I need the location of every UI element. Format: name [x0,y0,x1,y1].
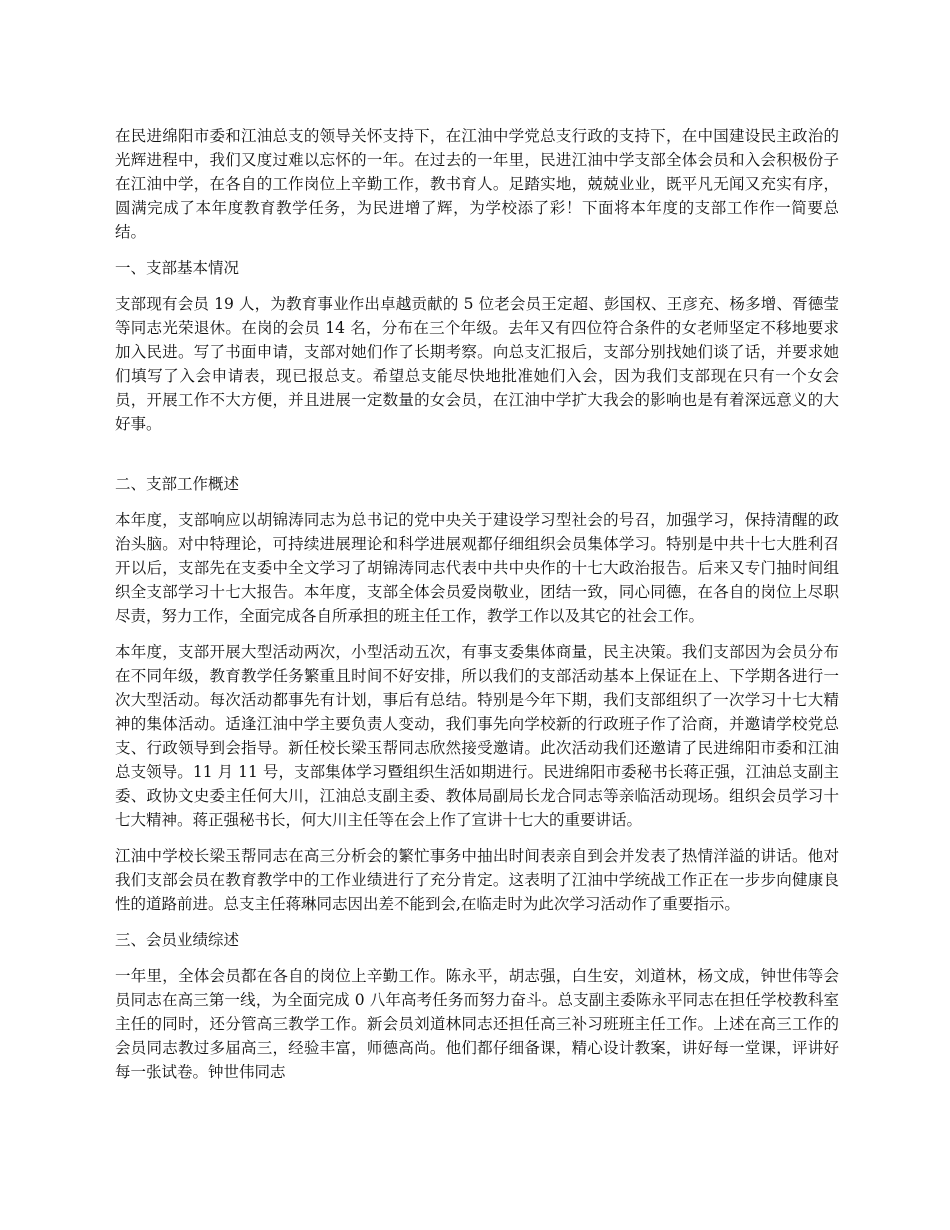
section3-heading: 三、会员业绩综述 [115,931,240,949]
section1-heading: 一、支部基本情况 [115,259,240,277]
intro-paragraph: 在民进绵阳市委和江油总支的领导关怀支持下，在江油中学党总支行政的支持下，在中国建设民主政治的光辉进程中，我们又度过难以忘怀的一年。在过去的一年里，民进江油中学支部全体会员和入会积极份子在江油中学，在各自的工作岗位上辛勤工作，教书育人。足踏实地，兢兢业业，既平凡无闻又充实有序，圆满完成了本年度教育教学任务，为民进增了辉，为学校添了彩！下面将本年度的支部工作作一简要总结。 [115,127,839,241]
document-page [115,124,839,1096]
section3-paragraph: 一年里，全体会员都在各自的岗位上辛勤工作。陈永平，胡志强，白生安，刘道林，杨文成，钟世伟等会员同志在高三第一线，为全面完成 0 八年高考任务而努力奋斗。总支副主委陈永平同志在担任学校教科室主任的同时，还分管高三教学工作。新会员刘道林同志还担任高三补习班班主任工作。上述在高三工作的会员同志教过多届高三，经验丰富，师德高尚。他们都仔细备课，精心设计教案，讲好每一堂课，评讲好每一张试卷。钟世伟同志 [115,967,839,1081]
section1-paragraph: 支部现有会员 19 人，为教育事业作出卓越贡献的 5 位老会员王定超、彭国权、王彦充、杨多增、胥德莹等同志光荣退休。在岗的会员 14 名，分布在三个年级。去年又有四位符合条件的女老师坚定不移地要求加入民进。写了书面申请，支部对她们作了长期考察。向总支汇报后，支部分别找她们谈了话，并要求她们填写了入会申请表，现已报总支。希望总支能尽快地批准她们入会，因为我们支部现在只有一个女会员，开展工作不大方便，并且进展一定数量的女会员，在江油中学扩大我会的影响也是有着深远意义的大好事。 [115,295,839,433]
section2-paragraph-3: 江油中学校长梁玉帮同志在高三分析会的繁忙事务中抽出时间表亲自到会并发表了热情洋溢的讲话。他对我们支部会员在教育教学中的工作业绩进行了充分肯定。这表明了江油中学统战工作正在一步步向健康良性的道路前进。总支主任蒋琳同志因出差不能到会,在临走时为此次学习活动作了重要指示。 [115,847,839,913]
section2-paragraph-2: 本年度，支部开展大型活动两次，小型活动五次，有事支委集体商量，民主决策。我们支部因为会员分布在不同年级，教育教学任务繁重且时间不好安排，所以我们的支部活动基本上保证在上、下学期各进行一次大型活动。每次活动都事先有计划，事后有总结。特别是今年下期，我们支部组织了一次学习十七大精神的集体活动。适逢江油中学主要负责人变动，我们事先向学校新的行政班子作了洽商，并邀请学校党总支、行政领导到会指导。新任校长梁玉帮同志欣然接受邀请。此次活动我们还邀请了民进绵阳市委和江油总支领导。11 月 11 号，支部集体学习暨组织生活如期进行。民进绵阳市委秘书长蒋正强，江油总支副主委、政协文史委主任何大川，江油总支副主委、教体局副局长龙合同志等亲临活动现场。组织会员学习十七大精神。蒋正强秘书长，何大川主任等在会上作了宣讲十七大的重要讲话。 [115,643,839,829]
section2-paragraph-1: 本年度，支部响应以胡锦涛同志为总书记的党中央关于建设学习型社会的号召，加强学习，保持清醒的政治头脑。对中特理论，可持续进展理论和科学进展观都仔细组织会员集体学习。特别是中共十七大胜利召开以后，支部先在支委中全文学习了胡锦涛同志代表中共中央作的十七大政治报告。后来又专门抽时间组织全支部学习十七大报告。本年度，支部全体会员爱岗敬业，团结一致，同心同德，在各自的岗位上尽职尽责，努力工作，全面完成各自所承担的班主任工作，教学工作以及其它的社会工作。 [115,511,839,625]
section2-heading: 二、支部工作概述 [115,475,240,493]
